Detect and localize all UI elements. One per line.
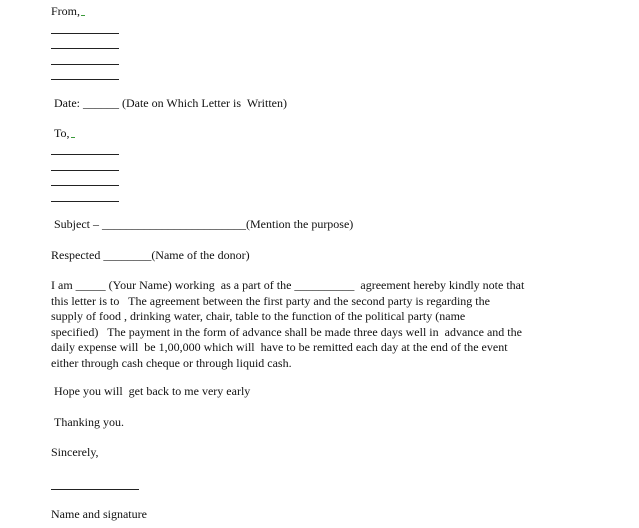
date-line: Date: ______ (Date on Which Letter is Written): [54, 96, 288, 110]
body-line: daily expense will be 1,00,000 which will have to be remitted each day at the end of the event: [51, 340, 508, 355]
body-line: supply of food , drinking water, chair, table to the function of the political party (name: [51, 309, 466, 324]
body-line: specified) The payment in the form of advance shall be made three days well in advance and the: [51, 324, 522, 339]
closing: Sincerely,: [51, 445, 99, 459]
recipient-address-line-4: [51, 201, 119, 202]
recipient-address-line-2: [51, 170, 119, 171]
spellcheck-mark: [81, 12, 85, 16]
spellcheck-mark: [71, 134, 75, 138]
from-heading: [51, 4, 85, 19]
sender-address-line-3: [51, 64, 119, 65]
recipient-address-line-1: [51, 154, 119, 155]
salutation: Respected ________(Name of the donor): [51, 248, 250, 262]
to-heading: [54, 126, 75, 141]
sender-address-line-4: [51, 79, 119, 80]
sender-address-line-1: [51, 33, 119, 34]
body-line: either through cash cheque or through liquid cash.: [51, 355, 292, 370]
hope-line: Hope you will get back to me very early: [54, 384, 251, 398]
sender-address-line-2: [51, 48, 119, 49]
from-label: From,: [51, 4, 81, 18]
body-paragraph: [51, 278, 571, 372]
signature-label: Name and signature: [51, 507, 147, 521]
to-label: To,: [54, 126, 70, 140]
thanking-line: Thanking you.: [54, 415, 124, 429]
recipient-address-line-3: [51, 185, 119, 186]
body-line: I am _____ (Your Name) working as a part of the __________ agreement hereby kindly note that: [51, 278, 525, 292]
signature-line: [51, 489, 139, 490]
body-line: this letter is to The agreement between the first party and the second party is regarding the: [51, 293, 490, 308]
subject-line: Subject – ________________________(Mention the purpose): [54, 217, 354, 231]
